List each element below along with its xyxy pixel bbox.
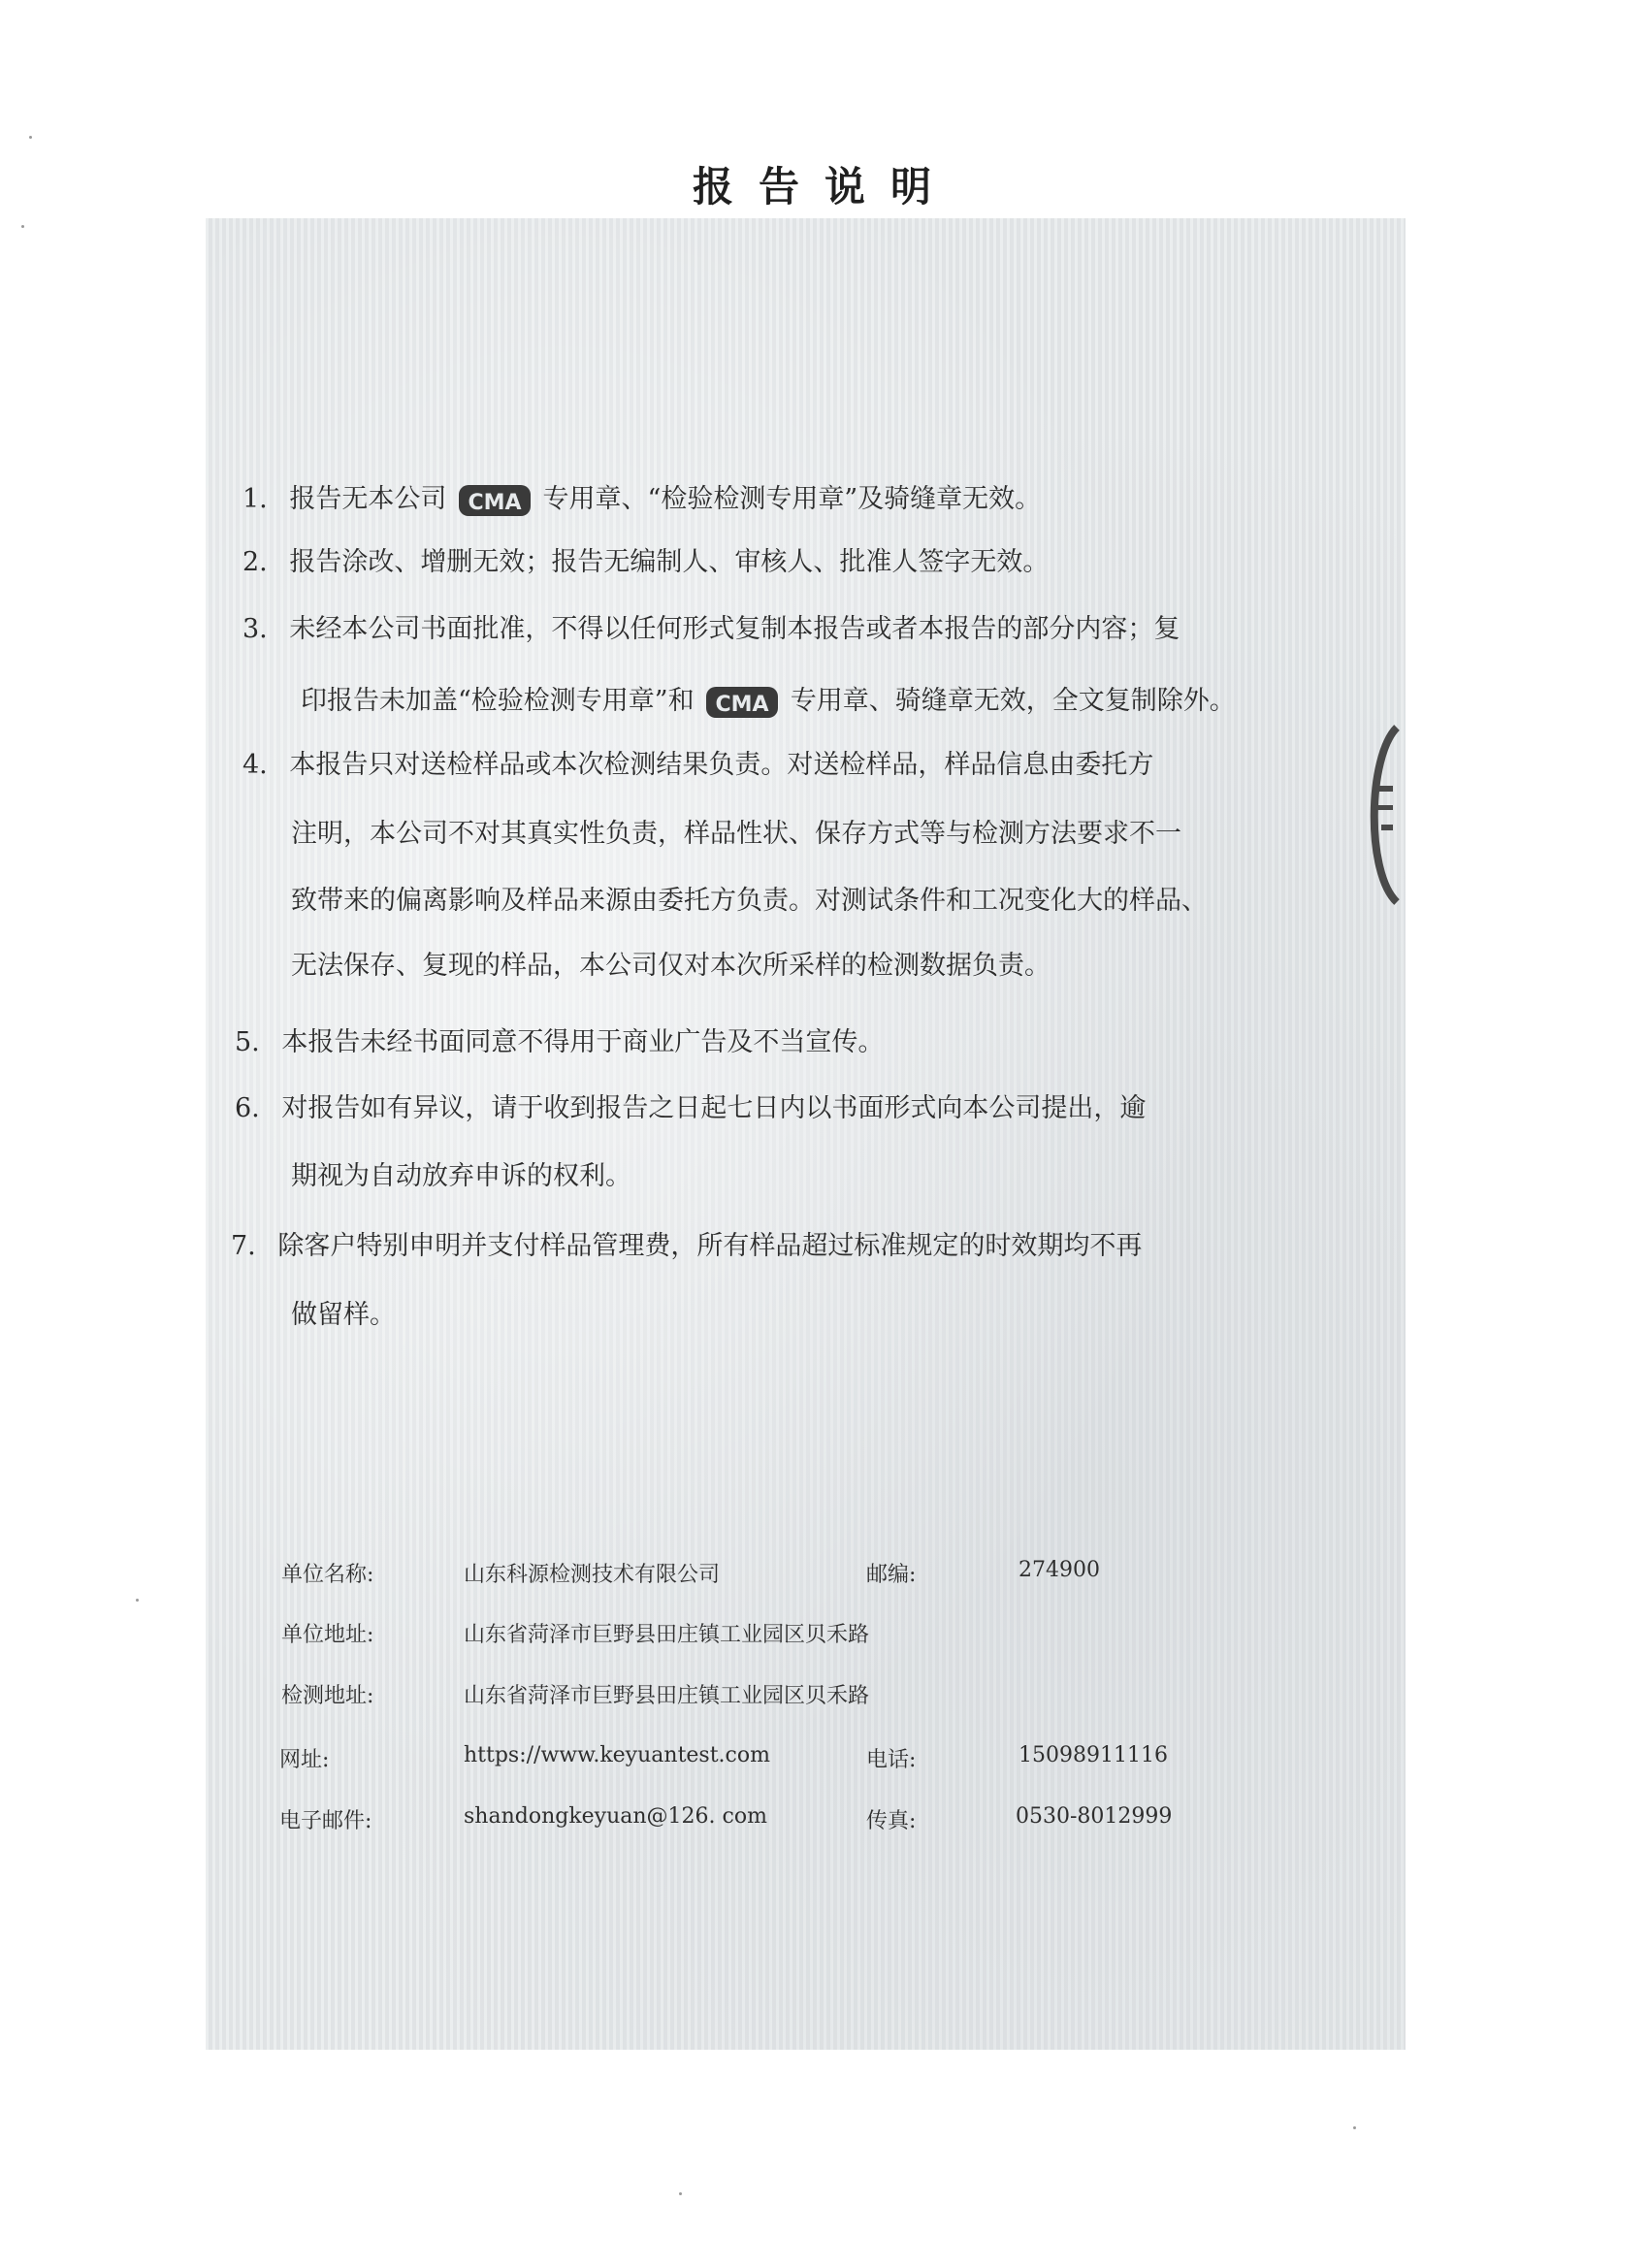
note-item-7 [231,1224,1142,1262]
note-text: 报告无本公司 [289,484,447,514]
note-text: 致带来的偏离影响及样品来源由委托方负责。对测试条件和工况变化大的样品、 [291,886,1208,916]
note-item-3 [242,607,1180,645]
note-text: 期视为自动放弃申诉的权利。 [291,1161,631,1191]
fax-label: 传真: [866,1809,917,1833]
scan-speck [29,136,32,139]
note-number: 1. [242,484,268,514]
postcode-label: 邮编: [866,1563,917,1587]
scan-speck [136,1599,139,1602]
website-label: 网址: [279,1748,330,1772]
note-text: 注明，本公司不对其真实性负责，样品性状、保存方式等与检测方法要求不一 [291,819,1181,849]
test-address-label: 检测地址: [281,1684,374,1708]
scan-speck [21,225,24,228]
note-text: 本报告只对送检样品或本次检测结果负责。对送检样品，样品信息由委托方 [289,750,1154,780]
note-number: 2. [242,547,268,577]
seam-stamp-icon [1358,718,1403,912]
email-label: 电子邮件: [279,1809,372,1833]
note-item-2 [242,540,1049,578]
note-item-4-continuation [291,812,1181,850]
email-value: shandongkeyuan@126. com [464,1804,767,1829]
note-item-7-continuation [291,1293,396,1331]
note-item-1 [242,477,1041,520]
postcode-value: 274900 [1018,1558,1100,1582]
note-text: 未经本公司书面批准，不得以任何形式复制本报告或者本报告的部分内容；复 [289,614,1180,644]
note-item-6-continuation [291,1154,631,1192]
scan-speck [1353,2126,1356,2129]
note-item-4-continuation [291,944,1051,982]
fax-value: 0530-8012999 [1016,1804,1173,1829]
note-text: 印报告未加盖“检验检测专用章”和 [301,686,695,716]
note-number: 3. [242,614,268,644]
note-text: 做留样。 [291,1300,396,1330]
note-text: 除客户特别申明并支付样品管理费，所有样品超过标准规定的时效期均不再 [277,1231,1143,1261]
note-item-3-continuation [301,679,1236,722]
cma-mark-icon [457,481,533,520]
address-label: 单位地址: [281,1623,374,1647]
note-item-6 [235,1086,1146,1124]
page-title: 报告说明 [692,163,956,211]
note-number: 6. [235,1093,260,1123]
scan-speck [679,2192,682,2195]
phone-value: 15098911116 [1018,1743,1168,1767]
note-text: 报告涂改、增删无效；报告无编制人、审核人、批准人签字无效。 [289,547,1050,577]
note-text: 对报告如有异议，请于收到报告之日起七日内以书面形式向本公司提出，逾 [281,1093,1147,1123]
note-item-4-continuation [291,879,1208,917]
note-text: 专用章、“检验检测专用章”及骑缝章无效。 [542,484,1042,514]
note-item-4 [242,743,1153,781]
note-text: 专用章、骑缝章无效，全文复制除外。 [790,686,1236,716]
phone-label: 电话: [866,1748,917,1772]
cma-mark-text: CMA [715,692,769,717]
company-name: 山东科源检测技术有限公司 [464,1563,721,1587]
note-number: 4. [242,750,268,780]
company-label: 单位名称: [281,1563,374,1587]
test-address-value: 山东省菏泽市巨野县田庄镇工业园区贝禾路 [464,1684,870,1708]
note-number: 7. [231,1231,256,1261]
note-number: 5. [235,1027,260,1057]
website-value: https://www.keyuantest.com [464,1743,770,1767]
note-text: 本报告未经书面同意不得用于商业广告及不当宣传。 [281,1027,885,1057]
note-text: 无法保存、复现的样品，本公司仅对本次所采样的检测数据负责。 [291,951,1051,981]
note-item-5 [235,1021,884,1058]
cma-mark-icon [704,683,780,722]
address-value: 山东省菏泽市巨野县田庄镇工业园区贝禾路 [464,1623,870,1647]
cma-mark-text: CMA [468,490,522,515]
